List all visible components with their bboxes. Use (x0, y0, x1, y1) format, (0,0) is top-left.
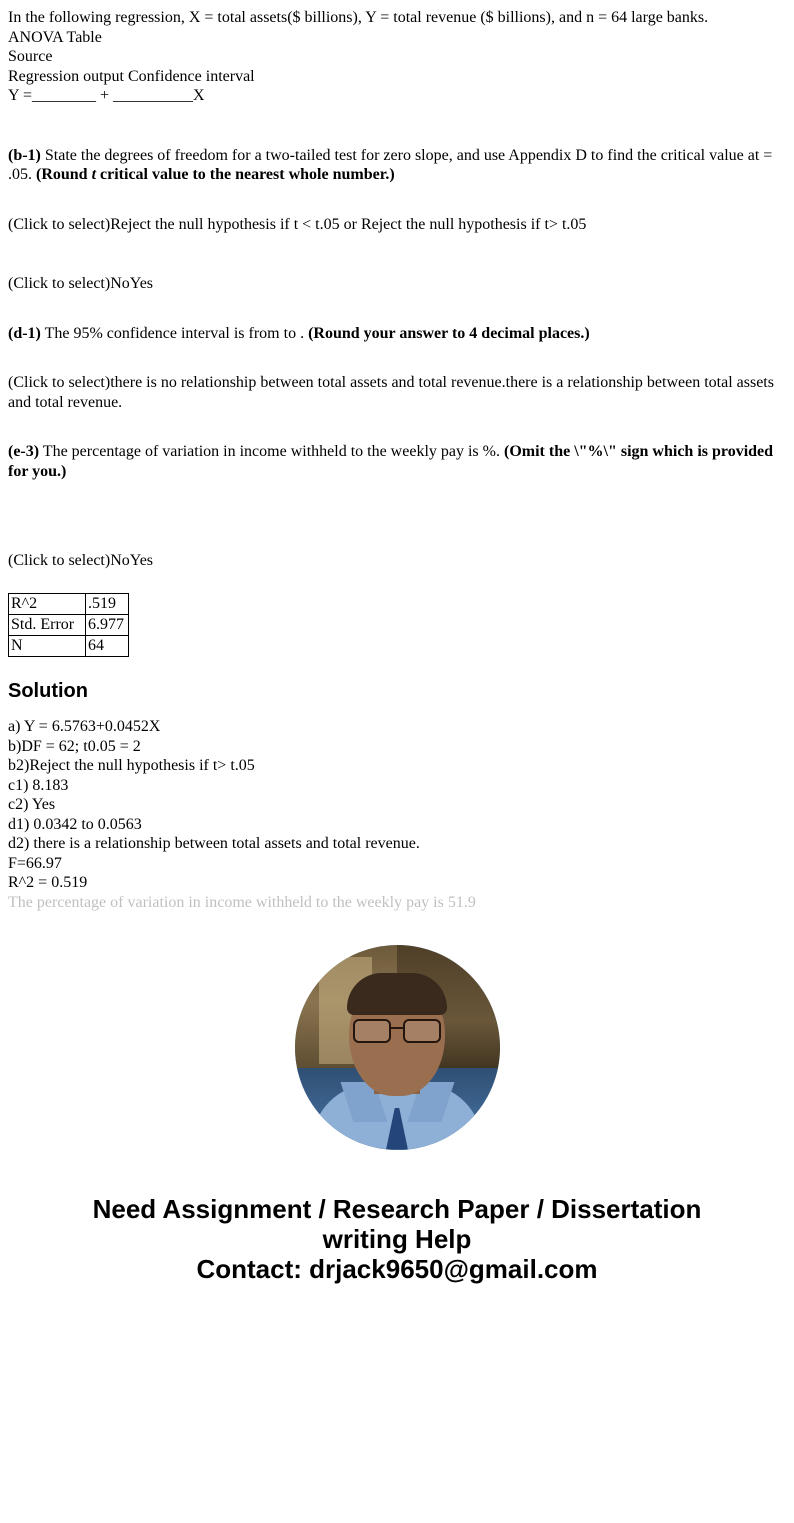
part-d1-note: (Round your answer to 4 decimal places.) (308, 324, 590, 342)
part-e3-tag: (e-3) (8, 443, 40, 461)
table-row (9, 635, 129, 656)
part-b1-tag: (b-1) (8, 146, 41, 164)
footer-line-3: Contact: drjack9650@gmail.com (196, 1253, 598, 1284)
part-b1-text: State the degrees of freedom for a two-tailed test for zero slope, and use Appendix D to find the critical value at = .05. (8, 146, 773, 184)
anova-table-title: ANOVA Table (8, 28, 102, 46)
solution-line-f: F=66.97 (8, 854, 62, 872)
solution-line-b2: b2)Reject the null hypothesis if t> t.05 (8, 757, 255, 775)
intro-paragraph: In the following regression, X = total assets($ billions), Y = total revenue ($ billions), and n = 64 large banks. (8, 9, 709, 26)
solution-heading: Solution (8, 679, 88, 702)
stats-row-value: .519 (86, 593, 129, 614)
spacer (8, 481, 786, 521)
solution-line-c2: c2) Yes (8, 796, 56, 814)
stats-table (8, 593, 129, 657)
footer-contact (8, 1194, 786, 1302)
solution-line-b: b)DF = 62; t0.05 = 2 (8, 737, 141, 755)
table-row (9, 593, 129, 614)
part-b1-note-post: critical value to the nearest whole number.) (96, 166, 395, 184)
spacer (8, 571, 786, 593)
stats-row-value: 64 (86, 635, 129, 656)
spacer (8, 412, 786, 442)
regression-equation: Y =________ + __________X (8, 87, 205, 105)
glasses-icon (351, 1019, 443, 1041)
part-e3 (8, 442, 786, 481)
spacer (8, 106, 786, 146)
stats-row-label: N (9, 635, 86, 656)
spacer (8, 343, 786, 373)
part-e3-note: (Omit the \"%\" sign which is provided for you.) (8, 443, 774, 480)
part-e3-text: The percentage of variation in income withheld to the weekly pay is %. (39, 443, 504, 461)
regression-output-label: Regression output Confidence interval (8, 67, 255, 85)
solution-line-r2: R^2 = 0.519 (8, 874, 88, 892)
part-b1-note-italic: t (91, 166, 97, 184)
stats-row-label: R^2 (9, 593, 86, 614)
part-d1-tag: (d-1) (8, 324, 41, 342)
click-to-select-noyes-2[interactable]: (Click to select)NoYes (8, 552, 154, 570)
solution-line-a: a) Y = 6.5763+0.0452X (8, 718, 161, 736)
avatar (295, 945, 500, 1150)
solution-cut-line-wrapper (8, 893, 786, 915)
spacer (8, 294, 786, 324)
glasses-lens-right (403, 1019, 441, 1043)
footer-line-1: Need Assignment / Research Paper / Dissertation (92, 1193, 702, 1224)
click-to-select-hypothesis[interactable]: (Click to select)Reject the null hypothesis if t < t.05 or Reject the null hypothesis if t> t.05 (8, 215, 587, 233)
click-to-select-relationship[interactable]: (Click to select)there is no relationship between total assets and total revenue.there is a relationship between total assets and total revenue. (8, 374, 774, 411)
click-to-select-noyes-1[interactable]: (Click to select)NoYes (8, 275, 154, 293)
table-row (9, 614, 129, 635)
footer-line-2: writing Help (322, 1223, 472, 1254)
source-label: Source (8, 48, 53, 66)
part-d1-text: The 95% confidence interval is from to . (40, 324, 309, 342)
solution-line-d2: d2) there is a relationship between total assets and total revenue. (8, 835, 420, 853)
stats-row-label: Std. Error (9, 614, 86, 635)
spacer (8, 521, 786, 551)
hair (347, 973, 447, 1015)
photo-container (8, 945, 786, 1150)
spacer (8, 234, 786, 274)
glasses-lens-left (353, 1019, 391, 1043)
part-b1-note-pre: (Round (36, 166, 92, 184)
spacer (8, 185, 786, 215)
solution-cut-line: The percentage of variation in income withheld to the weekly pay is 51.9 (8, 893, 476, 911)
stats-row-value: 6.977 (86, 614, 129, 635)
solution-line-d1: d1) 0.0342 to 0.0563 (8, 815, 142, 833)
part-d1 (8, 324, 786, 344)
part-b1 (8, 146, 786, 185)
solution-line-c1: c1) 8.183 (8, 776, 69, 794)
spacer (8, 657, 786, 679)
